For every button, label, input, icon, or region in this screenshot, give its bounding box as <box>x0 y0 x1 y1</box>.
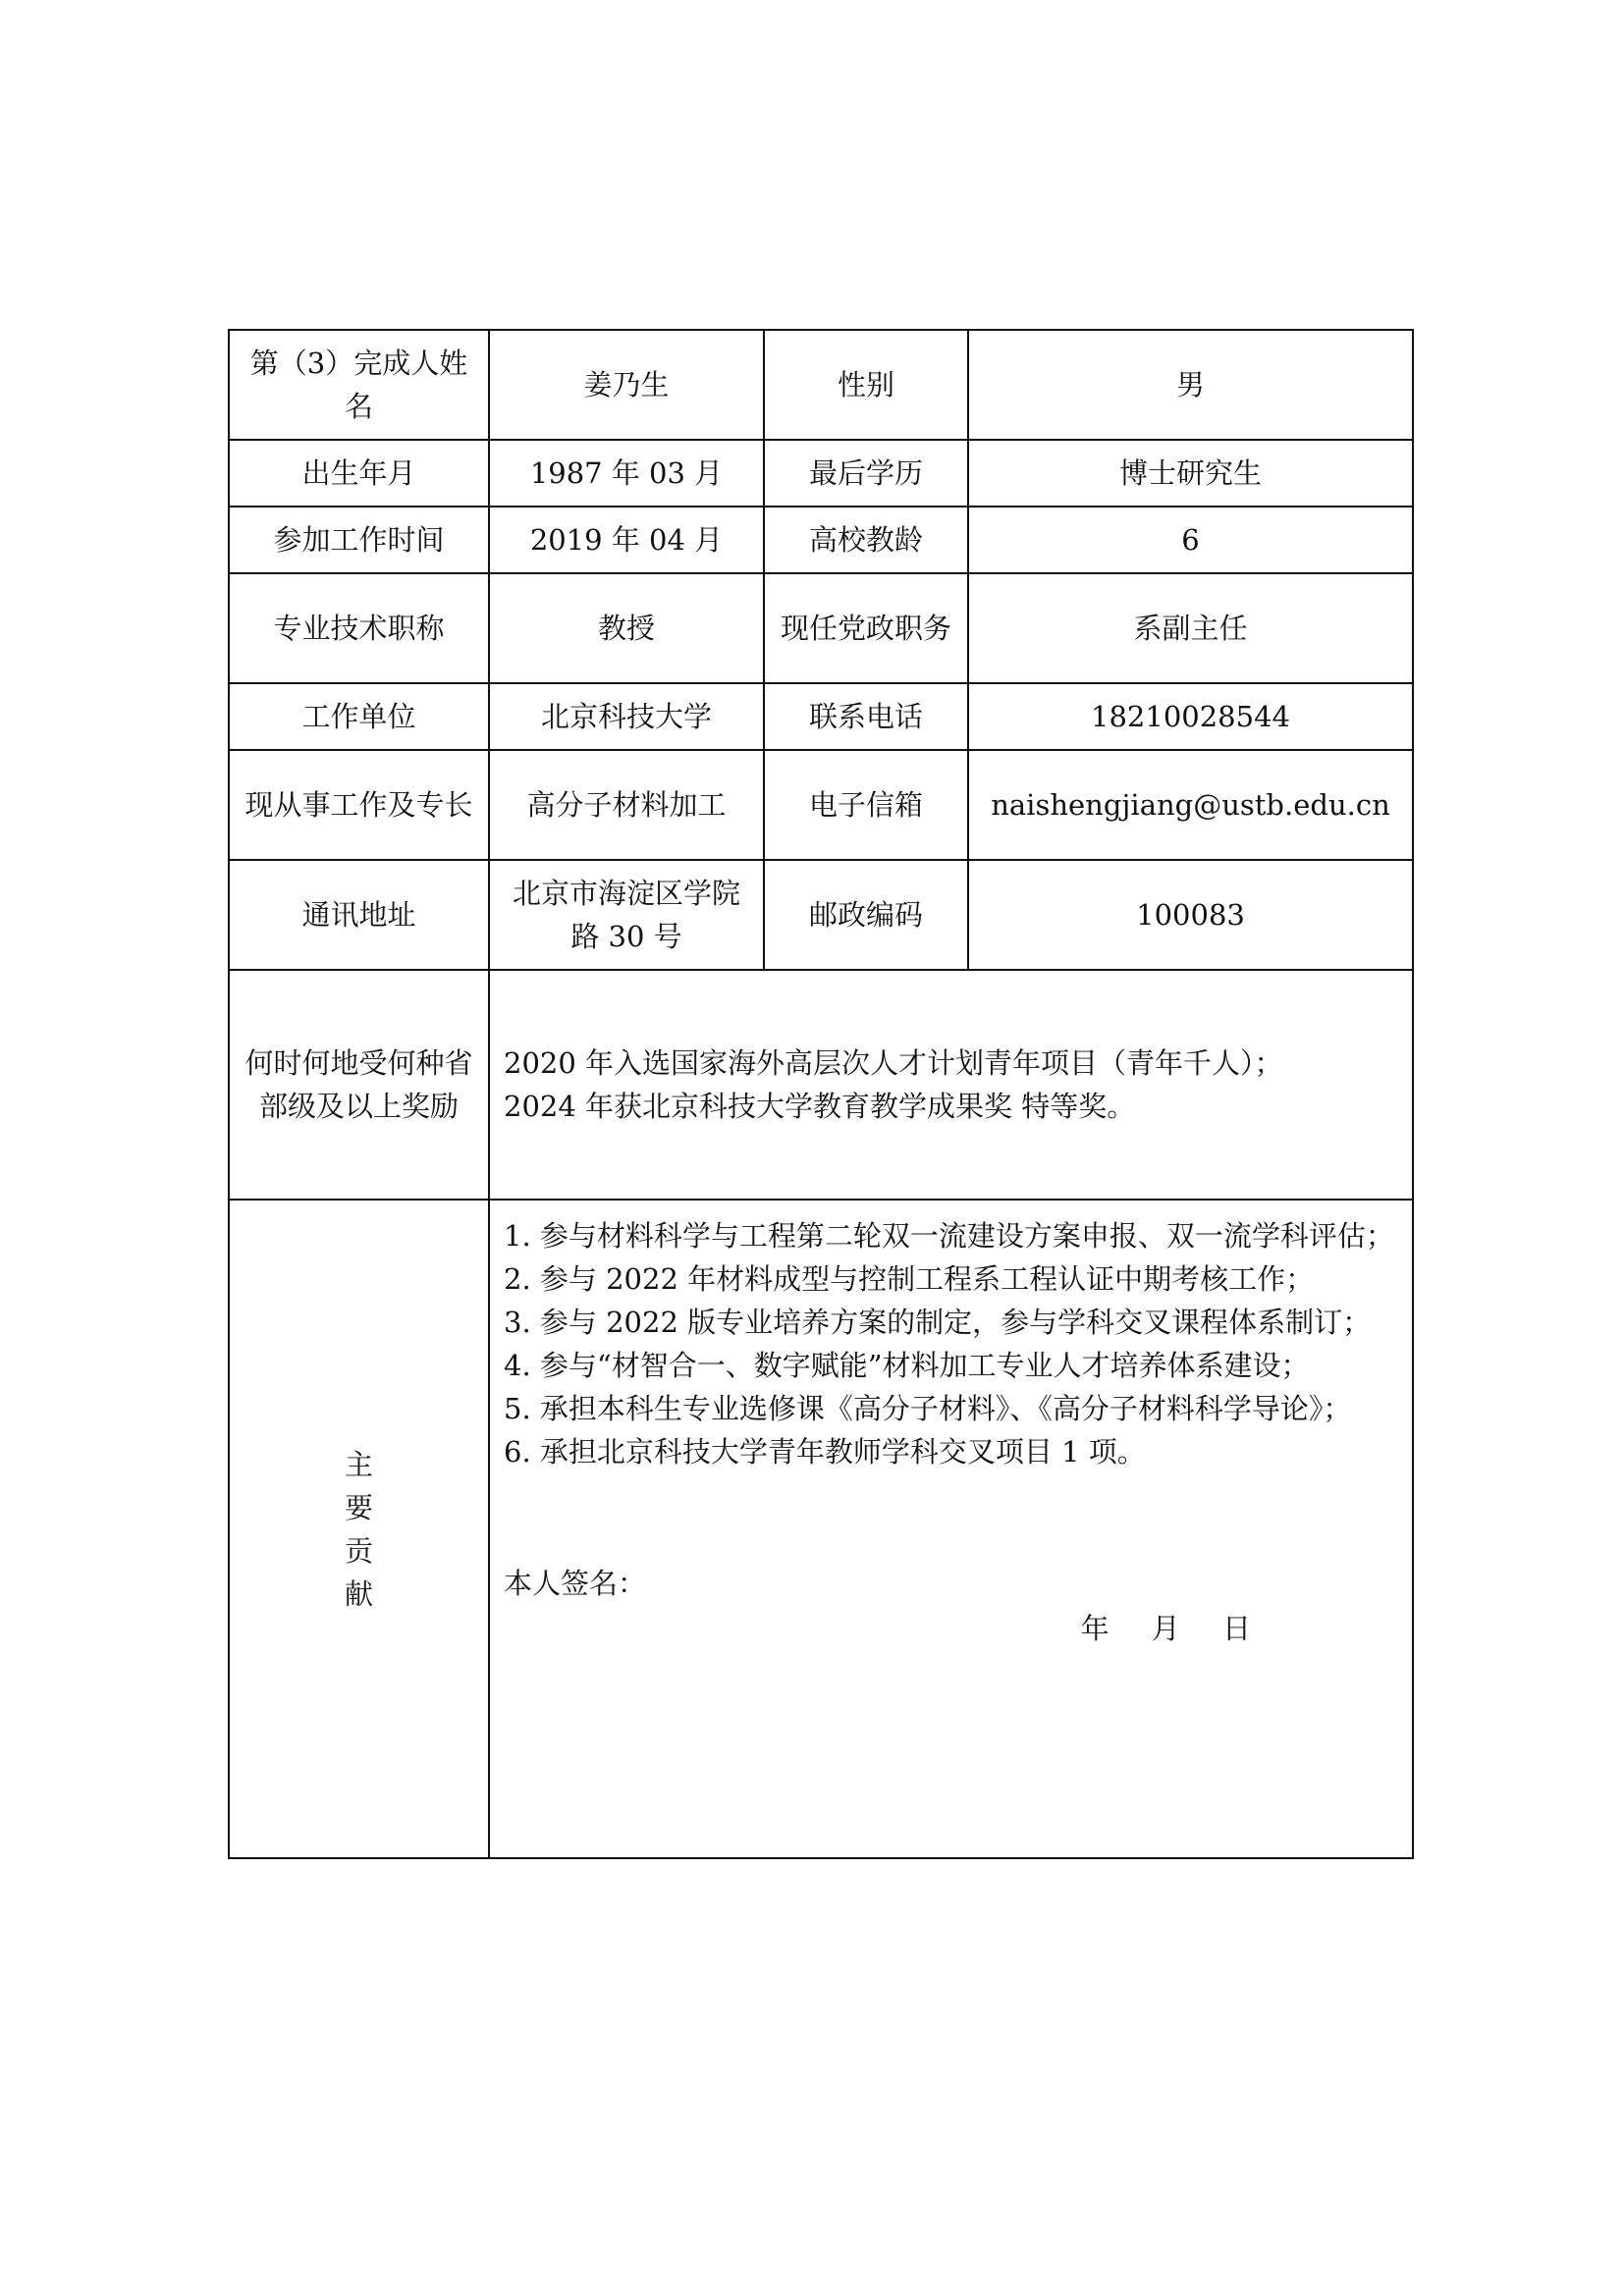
contribution-item: 5. 承担本科生专业选修课《高分子材料》、《高分子材料科学导论》； <box>504 1392 1352 1425</box>
work-start-label: 参加工作时间 <box>229 507 489 573</box>
row-awards <box>229 970 1413 1200</box>
employer-value: 北京科技大学 <box>489 683 764 750</box>
contribution-item: 1. 参与材料科学与工程第二轮双一流建设方案申报、双一流学科评估； <box>504 1219 1394 1253</box>
contribution-item: 4. 参与“材智合一、数字赋能”材料加工专业人才培养体系建设； <box>504 1349 1310 1382</box>
row-title-position <box>229 573 1413 683</box>
education-label: 最后学历 <box>764 440 968 507</box>
row-employer-phone <box>229 683 1413 750</box>
employer-label: 工作单位 <box>229 683 489 750</box>
specialty-label: 现从事工作及专长 <box>229 750 489 860</box>
award-line: 2024 年获北京科技大学教育教学成果奖 特等奖。 <box>504 1090 1136 1123</box>
postcode-label: 邮政编码 <box>764 860 968 970</box>
address-label: 通讯地址 <box>229 860 489 970</box>
education-value: 博士研究生 <box>968 440 1413 507</box>
teaching-years-label: 高校教龄 <box>764 507 968 573</box>
signature-label: 本人签名： <box>504 1567 647 1600</box>
contributions-label-char: 要 <box>344 1490 373 1524</box>
award-line: 2020 年入选国家海外高层次人才计划青年项目（青年千人）； <box>504 1046 1283 1080</box>
email-value: naishengjiang@ustb.edu.cn <box>968 750 1413 860</box>
birth-value: 1987 年 03 月 <box>489 440 764 507</box>
date-label: 年 月 日 <box>1080 1612 1251 1645</box>
contributions-content <box>489 1200 1413 1858</box>
row-contributions <box>229 1200 1413 1858</box>
contribution-item: 6. 承担北京科技大学青年教师学科交叉项目 1 项。 <box>504 1435 1146 1468</box>
contributions-label <box>229 1200 489 1858</box>
title-value: 教授 <box>489 573 764 683</box>
phone-label: 联系电话 <box>764 683 968 750</box>
row-name-gender <box>229 330 1413 440</box>
completer-info-form <box>228 329 1414 1859</box>
phone-value: 18210028544 <box>968 683 1413 750</box>
birth-label: 出生年月 <box>229 440 489 507</box>
title-label: 专业技术职称 <box>229 573 489 683</box>
awards-label: 何时何地受何种省部级及以上奖励 <box>229 970 489 1200</box>
email-label: 电子信箱 <box>764 750 968 860</box>
contributions-label-char: 主 <box>344 1447 373 1481</box>
contributions-label-char: 贡 <box>344 1533 373 1568</box>
work-start-value: 2019 年 04 月 <box>489 507 764 573</box>
name-label: 第（3）完成人姓名 <box>229 330 489 440</box>
postcode-value: 100083 <box>968 860 1413 970</box>
position-label: 现任党政职务 <box>764 573 968 683</box>
contributions-label-char: 献 <box>344 1576 373 1611</box>
row-specialty-email <box>229 750 1413 860</box>
contribution-item: 2. 参与 2022 年材料成型与控制工程系工程认证中期考核工作； <box>504 1262 1315 1296</box>
row-birth-education <box>229 440 1413 507</box>
position-value: 系副主任 <box>968 573 1413 683</box>
name-value: 姜乃生 <box>489 330 764 440</box>
row-work-start-teaching <box>229 507 1413 573</box>
awards-content <box>489 970 1413 1200</box>
address-value: 北京市海淀区学院路 30 号 <box>489 860 764 970</box>
gender-value: 男 <box>968 330 1413 440</box>
specialty-value: 高分子材料加工 <box>489 750 764 860</box>
gender-label: 性别 <box>764 330 968 440</box>
contribution-item: 3. 参与 2022 版专业培养方案的制定，参与学科交叉课程体系制订； <box>504 1306 1372 1339</box>
row-address-postcode <box>229 860 1413 970</box>
teaching-years-value: 6 <box>968 507 1413 573</box>
